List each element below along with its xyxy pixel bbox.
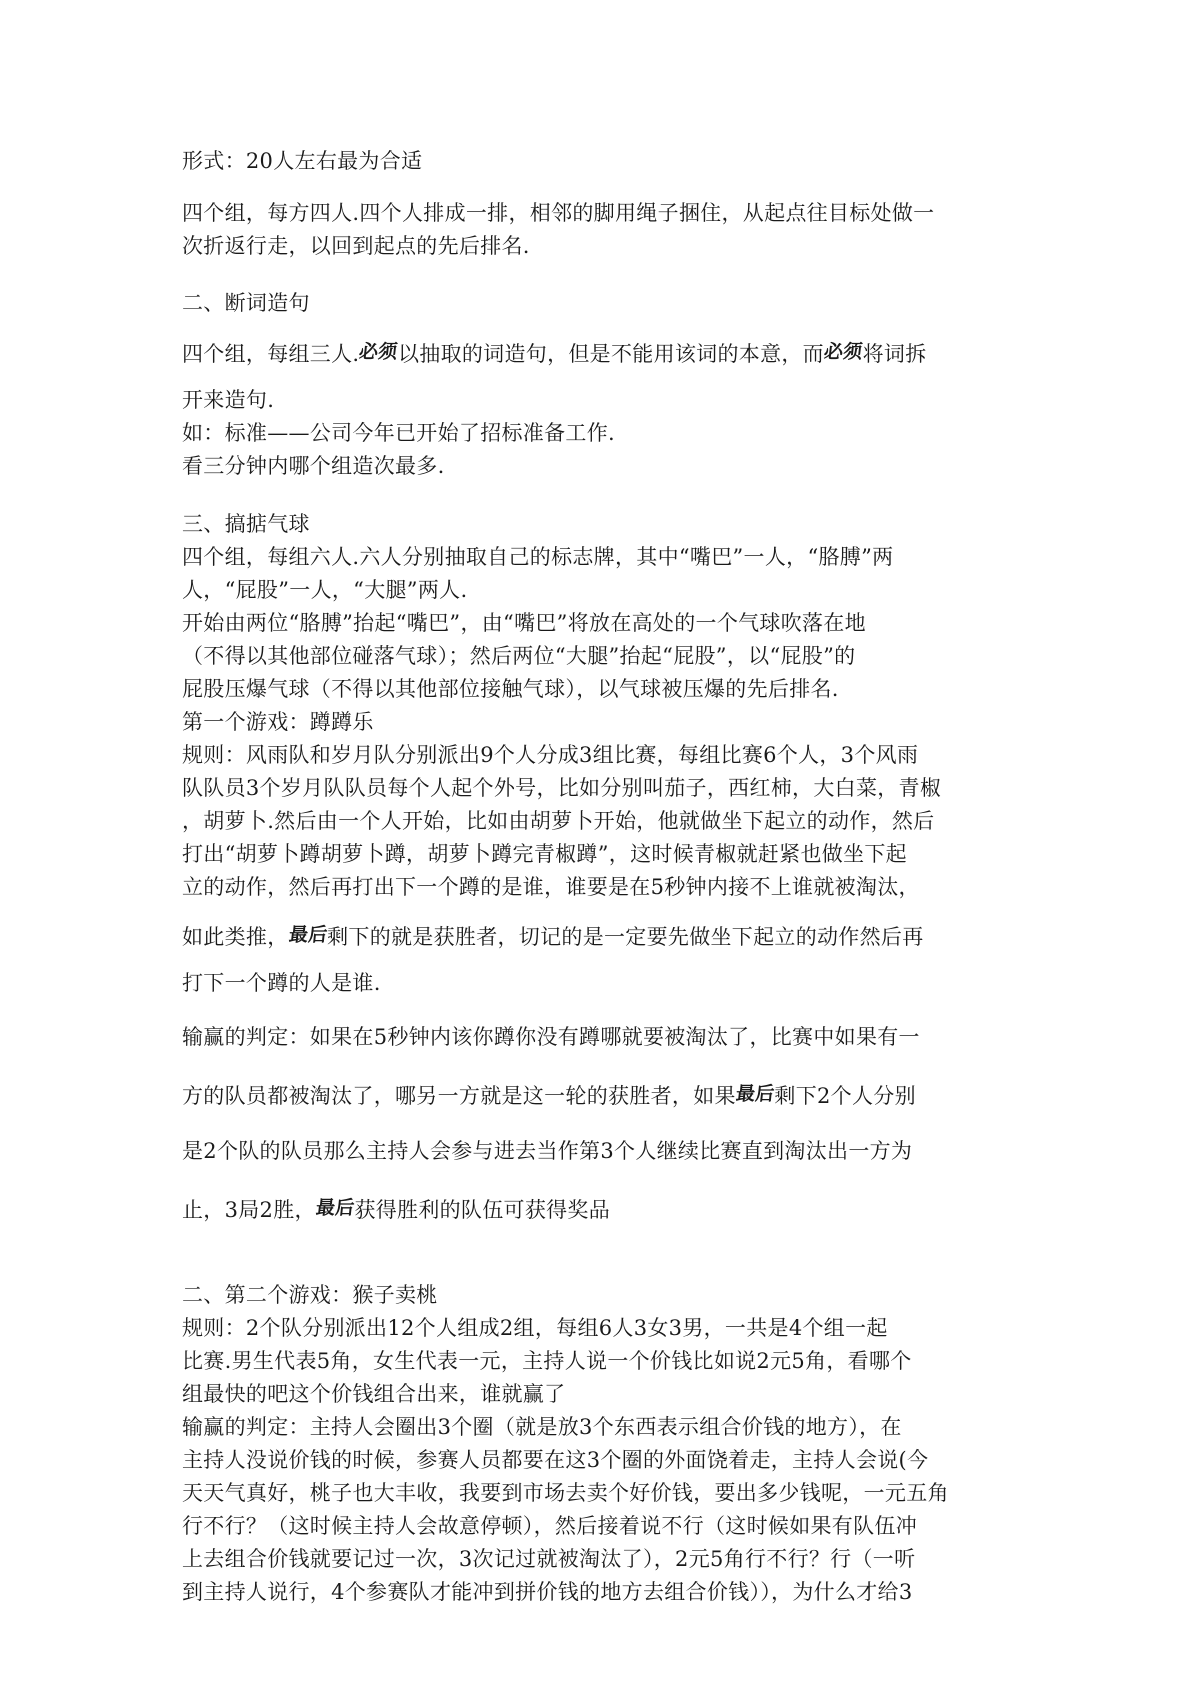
paragraph-line: 是2个队的队员那么主持人会参与进去当作第3个人继续比赛直到淘汰出一方为	[182, 1139, 913, 1163]
paragraph-line: 屁股压爆气球（不得以其他部位接触气球），以气球被压爆的先后排名.	[182, 677, 839, 701]
emphasis-word: 最后	[734, 1083, 776, 1105]
paragraph-line: 立的动作，然后再打出下一个蹲的是谁，谁要是在5秒钟内接不上谁就被淘汰，	[182, 875, 920, 899]
emphasis-word: 必须	[822, 341, 864, 363]
paragraph-line: 规则：2个队分别派出12个人组成2组，每组6人3女3男，一共是4个组一起	[182, 1316, 888, 1340]
paragraph-line: 四个组，每组六人.六人分别抽取自己的标志牌，其中“嘴巴”一人，“胳膊”两	[182, 545, 894, 569]
paragraph-line: 人，“屁股”一人，“大腿”两人.	[182, 578, 468, 602]
paragraph-line: 开始由两位“胳膊”抬起“嘴巴”，由“嘴巴”将放在高处的一个气球吹落在地	[182, 611, 866, 635]
paragraph-line: 打出“胡萝卜蹲胡萝卜蹲，胡萝卜蹲完青椒蹲”，这时候青椒就赶紧也做坐下起	[182, 842, 907, 866]
paragraph-line: ，胡萝卜.然后由一个人开始，比如由胡萝卜开始，他就做坐下起立的动作，然后	[182, 809, 935, 833]
form-line: 形式：20人左右最为合适	[182, 149, 423, 173]
paragraph-line: 输赢的判定：如果在5秒钟内该你蹲你没有蹲哪就要被淘汰了，比赛中如果有一	[182, 1025, 920, 1049]
emphasis-word: 必须	[358, 341, 400, 363]
paragraph-line: 四个组，每方四人.四个人排成一排，相邻的脚用绳子捆住，从起点往目标处做一	[182, 201, 935, 225]
paragraph-line: 如此类推，最后剩下的就是获胜者，切记的是一定要先做坐下起立的动作然后再	[182, 924, 924, 949]
paragraph-line: 如：标准——公司今年已开始了招标准备工作.	[182, 421, 615, 445]
paragraph-line: 打下一个蹲的人是谁.	[182, 971, 381, 995]
paragraph-line: 上去组合价钱就要记过一次，3次记过就被淘汰了），2元5角行不行？行（一听	[182, 1547, 916, 1571]
paragraph-line: 次折返行走，以回到起点的先后排名.	[182, 234, 530, 258]
paragraph-line: 看三分钟内哪个组造次最多.	[182, 454, 445, 478]
paragraph-line: 规则：风雨队和岁月队分别派出9个人分成3组比赛，每组比赛6个人，3个风雨	[182, 743, 919, 767]
section-heading: 三、搞掂气球	[182, 512, 310, 536]
paragraph-line: 队队员3个岁月队队员每个人起个外号，比如分别叫茄子，西红柿，大白菜，青椒	[182, 776, 942, 800]
paragraph-line: 行不行？（这时候主持人会故意停顿），然后接着说不行（这时候如果有队伍冲	[182, 1514, 917, 1538]
paragraph-line: 四个组，每组三人.必须以抽取的词造句，但是不能用该词的本意，而必须将词拆	[182, 341, 927, 366]
paragraph-line: 开来造句.	[182, 388, 275, 412]
paragraph-line: 方的队员都被淘汰了，哪另一方就是这一轮的获胜者，如果最后剩下2个人分别	[182, 1083, 916, 1108]
section-heading: 二、断词造句	[182, 291, 310, 315]
paragraph-line: 主持人没说价钱的时候，参赛人员都要在这3个圈的外面饶着走，主持人会说(今	[182, 1448, 929, 1472]
paragraph-line: （不得以其他部位碰落气球）；然后两位“大腿”抬起“屁股”，以“屁股”的	[182, 644, 856, 668]
section-heading: 二、第二个游戏：猴子卖桃	[182, 1283, 438, 1307]
paragraph-line: 比赛.男生代表5角，女生代表一元，主持人说一个价钱比如说2元5角，看哪个	[182, 1349, 912, 1373]
paragraph-line: 组最快的吧这个价钱组合出来，谁就赢了	[182, 1382, 566, 1406]
paragraph-line: 天天气真好，桃子也大丰收，我要到市场去卖个好价钱，要出多少钱呢，一元五角	[182, 1481, 949, 1505]
paragraph-line: 止，3局2胜，最后获得胜利的队伍可获得奖品	[182, 1197, 611, 1222]
paragraph-line: 到主持人说行，4个参赛队才能冲到拼价钱的地方去组合价钱）），为什么才给3	[182, 1580, 913, 1604]
emphasis-word: 最后	[314, 1197, 356, 1219]
emphasis-word: 最后	[287, 924, 329, 946]
paragraph-line: 输赢的判定：主持人会圈出3个圈（就是放3个东西表示组合价钱的地方），在	[182, 1415, 902, 1439]
section-heading: 第一个游戏：蹲蹲乐	[182, 710, 374, 734]
